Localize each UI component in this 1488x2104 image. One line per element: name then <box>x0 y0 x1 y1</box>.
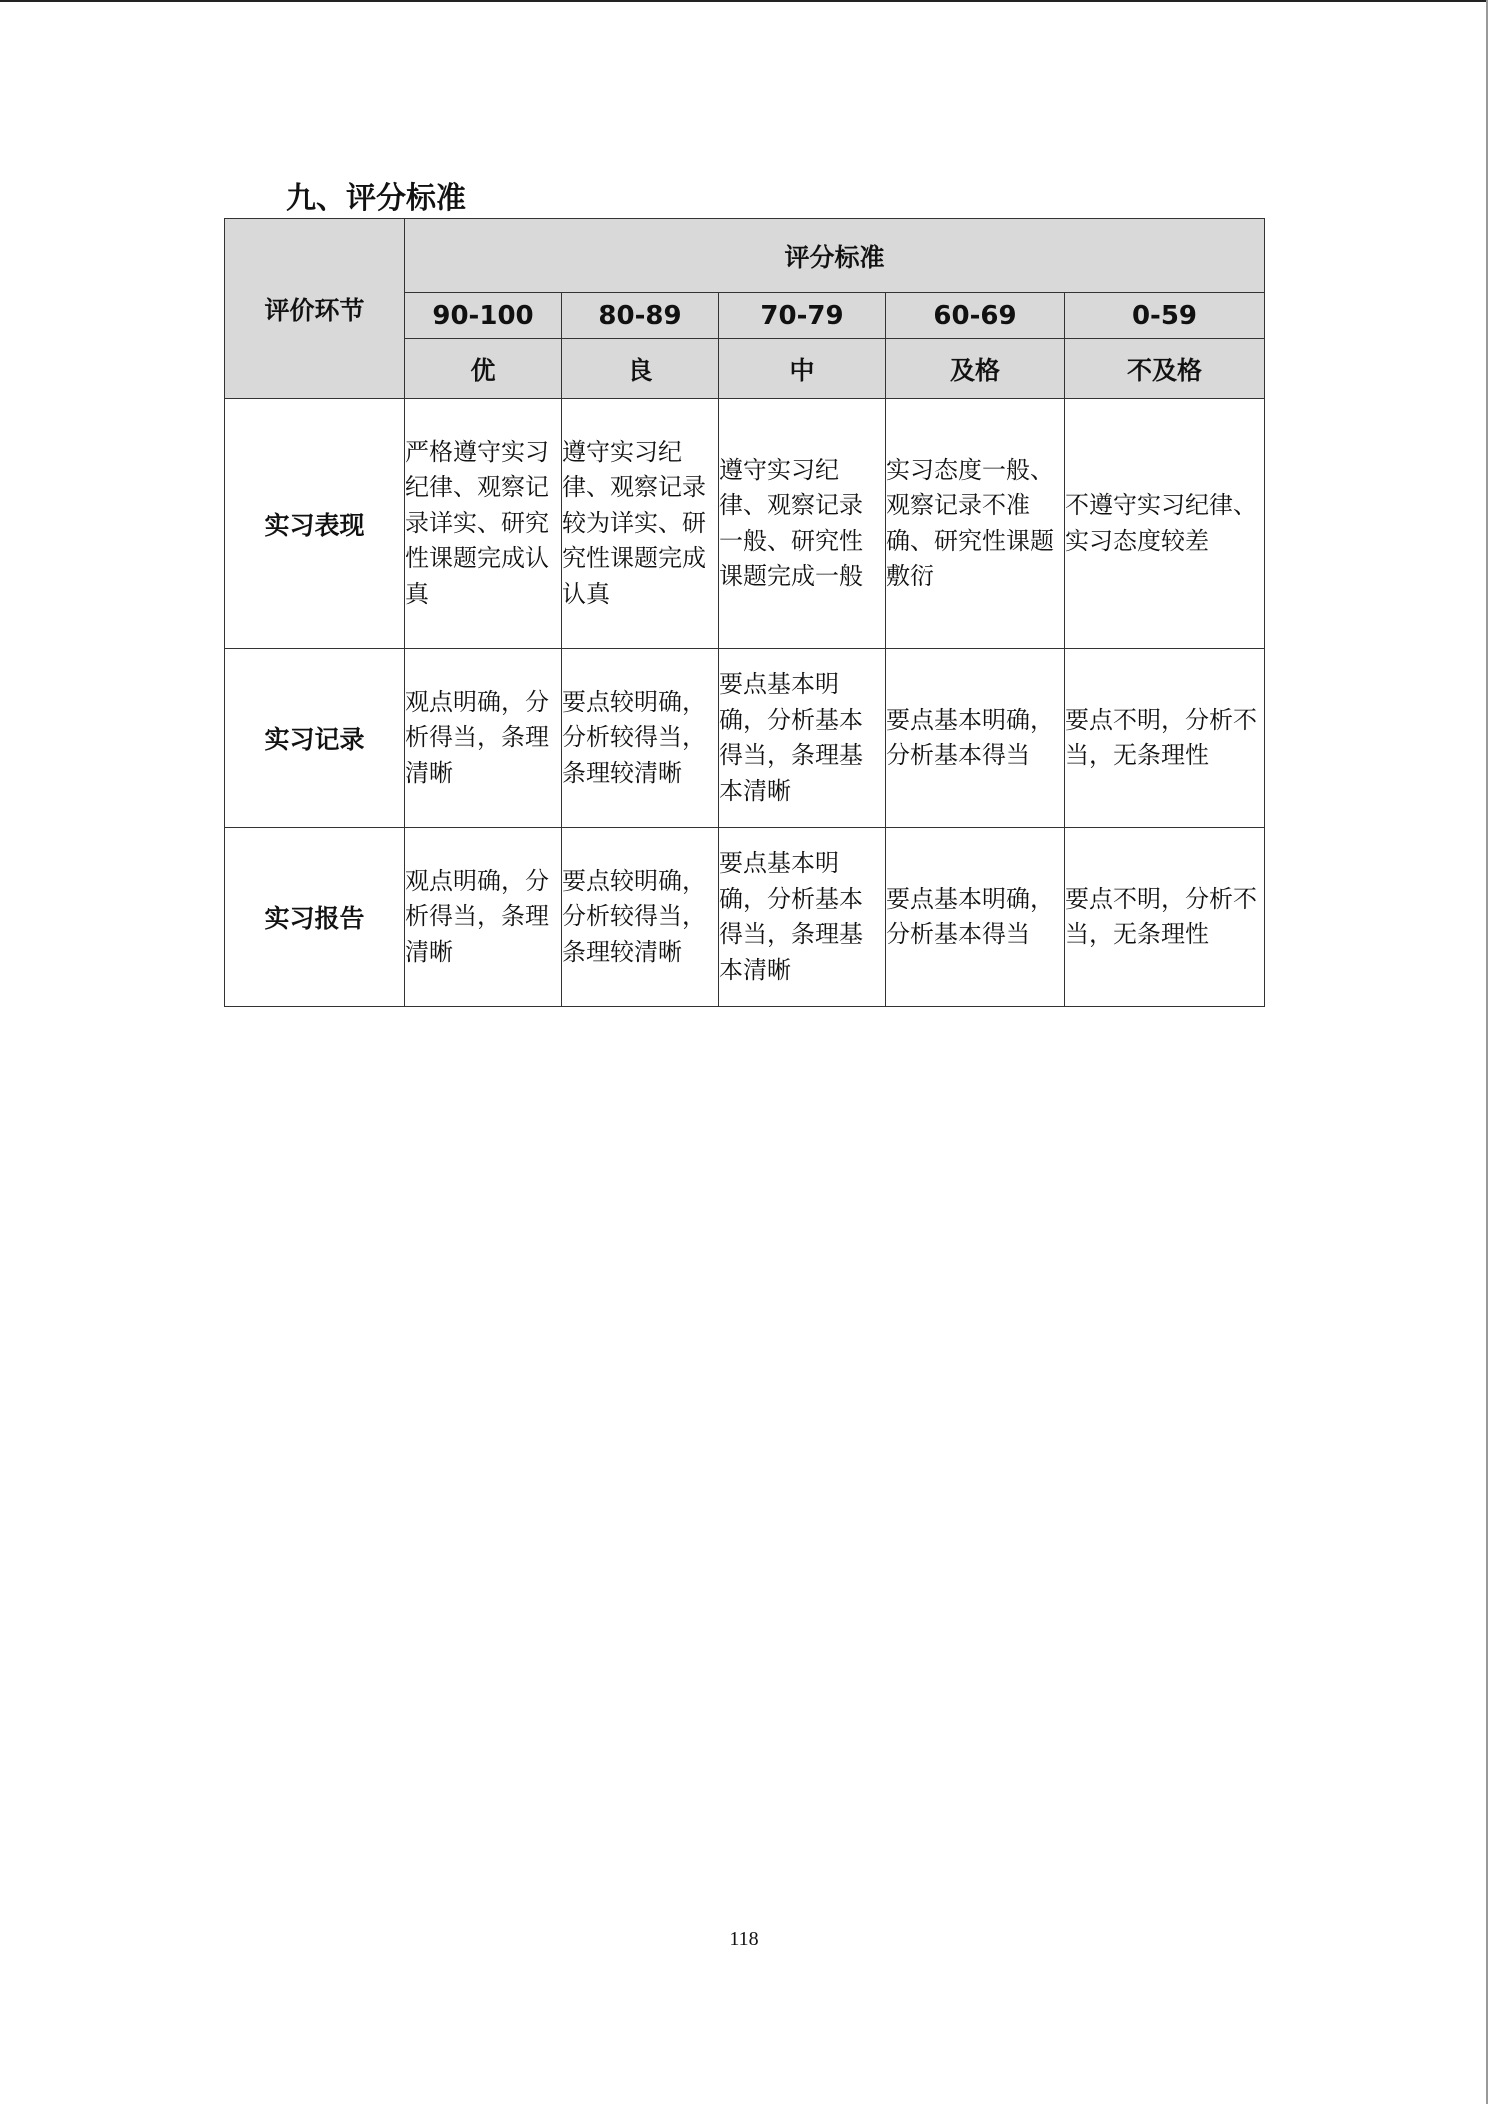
criteria-cell: 观点明确，分析得当，条理清晰 <box>405 828 562 1007</box>
criteria-cell: 要点基本明确，分析基本得当 <box>886 828 1065 1007</box>
stage-column-header: 评价环节 <box>225 219 405 399</box>
criteria-cell: 严格遵守实习纪律、观察记录详实、研究性课题完成认真 <box>405 399 562 649</box>
header-row-top <box>225 219 1265 293</box>
criteria-cell: 遵守实习纪律、观察记录一般、研究性课题完成一般 <box>719 399 886 649</box>
criteria-cell: 要点基本明确，分析基本得当，条理基本清晰 <box>719 828 886 1007</box>
criteria-cell: 实习态度一般、观察记录不准确、研究性课题敷衍 <box>886 399 1065 649</box>
range-header: 60-69 <box>886 293 1065 339</box>
stage-label: 实习表现 <box>225 399 405 649</box>
range-header: 70-79 <box>719 293 886 339</box>
grade-header: 中 <box>719 339 886 399</box>
section-heading: 九、评分标准 <box>286 181 466 216</box>
criteria-header: 评分标准 <box>405 219 1265 293</box>
grade-header: 良 <box>562 339 719 399</box>
stage-label: 实习记录 <box>225 649 405 828</box>
range-header: 0-59 <box>1065 293 1265 339</box>
criteria-cell: 要点不明，分析不当，无条理性 <box>1065 828 1265 1007</box>
range-header: 80-89 <box>562 293 719 339</box>
grade-header: 不及格 <box>1065 339 1265 399</box>
criteria-cell: 要点不明，分析不当，无条理性 <box>1065 649 1265 828</box>
page-number: 118 <box>729 1928 759 1950</box>
page-top-border <box>0 0 1488 2</box>
criteria-cell: 观点明确，分析得当，条理清晰 <box>405 649 562 828</box>
criteria-cell: 要点较明确，分析较得当，条理较清晰 <box>562 649 719 828</box>
grading-criteria-table <box>224 218 1265 1007</box>
criteria-cell: 要点较明确，分析较得当，条理较清晰 <box>562 828 719 1007</box>
stage-label: 实习报告 <box>225 828 405 1007</box>
range-header: 90-100 <box>405 293 562 339</box>
table-row-internship-performance <box>225 399 1265 649</box>
criteria-cell: 不遵守实习纪律、实习态度较差 <box>1065 399 1265 649</box>
grade-header: 及格 <box>886 339 1065 399</box>
table-row-internship-report <box>225 828 1265 1007</box>
grade-header: 优 <box>405 339 562 399</box>
table-row-internship-record <box>225 649 1265 828</box>
criteria-cell: 遵守实习纪律、观察记录较为详实、研究性课题完成认真 <box>562 399 719 649</box>
criteria-cell: 要点基本明确，分析基本得当 <box>886 649 1065 828</box>
criteria-cell: 要点基本明确，分析基本得当，条理基本清晰 <box>719 649 886 828</box>
